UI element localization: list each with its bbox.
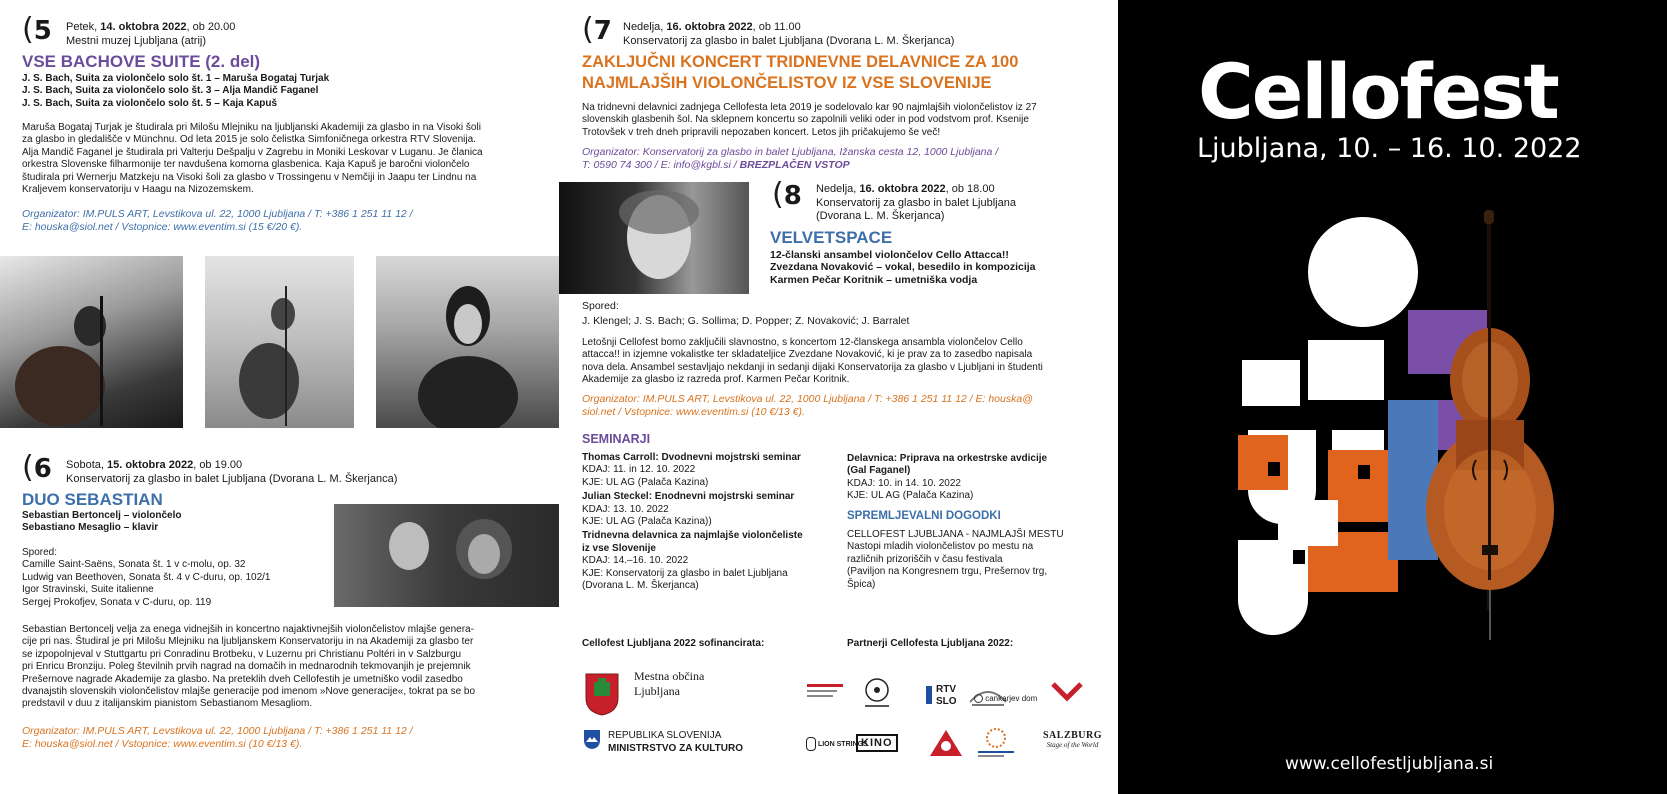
- event-6-title: DUO SEBASTIAN: [22, 490, 163, 509]
- cover-url: www.cellofestljubljana.si: [1285, 754, 1494, 774]
- rs-logo: [582, 728, 602, 755]
- event-6-number: (6: [22, 450, 52, 485]
- event-8-description: Letošnji Cellofest bomo zaključili slavnostno, s koncertom 12-članskega ansambla violončelov Cello attacca!! in izjemne vokalistke ter skladateljice Zvezdane Novaković, ki je prav za to zasedbo napisala nova dela. Ansambel sestavljajo nekdanji in sedanji dijaki Konservatorija za glasbo v Ljubljani in študenti Akademije za glasbo iz razreda prof. Karmen Pečar Koritnik.: [582, 337, 1043, 386]
- photo-zvezdana: [559, 182, 749, 294]
- cover-subtitle: Ljubljana, 10. – 16. 10. 2022: [1197, 133, 1582, 164]
- partner-logo-rtv: RTV SLO: [926, 684, 957, 708]
- rtv-icon: [926, 686, 932, 704]
- spremljevalni-heading: SPREMLJEVALNI DOGODKI: [847, 510, 1001, 522]
- event-7-title: ZAKLJUČNI KONCERT TRIDNEVNE DELAVNICE ZA 100 NAJMLAJŠIH VIOLONČELISTOV IZ VSE SLOVENIJE: [582, 53, 1019, 92]
- slovenia-crest-icon: [582, 728, 602, 750]
- seminarji-list: Thomas Carroll: Dvodnevni mojstrski seminar KDAJ: 11. in 12. 10. 2022 KJE: UL AG (Palača Kazina) Julian Steckel: Enodnevni mojstrski seminar KDAJ: 13. 10. 2022 KJE: UL AG (Palača Kazina)) Tridnevna delavnica za najmlajše violončeliste iz vse Slovenije KDAJ: 14.–16. 10. 2022 KJE: Konservatorij za glasbo in balet Ljubljana (Dvorana L. M. Škerjanca): [582, 452, 803, 592]
- partner-logo-salzburg: SALZBURG Stage of the World: [1043, 730, 1103, 749]
- event-5-venue: Mestni muzej Ljubljana (atrij): [66, 35, 206, 47]
- event-7-description: Na tridnevni delavnici zadnjega Cellofesta leta 2019 je sodelovalo kar 90 najmlajših violončelistov iz 27 slovenskih glasbenih šol. Na sklepnem koncertu so zapolnili veliki oder in pod vodstvom prof. Ksenije Trotovšek v treh dneh pripravili nepozaben koncert. Letos jih pričakujemo še več!: [582, 102, 1037, 138]
- event-7-organizer: Organizator: Konservatorij za glasbo in balet Ljubljana, Ižanska cesta 12, 1000 Ljubljana / T: 0590 74 300 / E: info@kgbl.si / BREZPLAČEN VSTOP: [582, 146, 999, 171]
- rs-name: REPUBLIKA SLOVENIJA MINISTRSTVO ZA KULTURO: [608, 730, 743, 754]
- event-6-program: Spored: Camille Saint-Saëns, Sonata št. 1 v c-molu, op. 32 Ludwig van Beethoven, Sonata št. 4 v C-duru, op. 102/1 Igor Stravinski, Suite italienne Sergej Prokofjev, Sonata v C-duru, op. 119: [22, 547, 271, 608]
- event-8-venue: Konservatorij za glasbo in balet Ljubljana (Dvorana L. M. Škerjanca): [816, 197, 1016, 222]
- event-6-venue: Konservatorij za glasbo in balet Ljubljana (Dvorana L. M. Škerjanca): [66, 473, 398, 485]
- partners-label: Partnerji Cellofesta Ljubljana 2022:: [847, 638, 1014, 649]
- event-5-title: VSE BACHOVE SUITE (2. del): [22, 52, 261, 71]
- event-5-program: J. S. Bach, Suita za violončelo solo št. 1 – Maruša Bogataj Turjak J. S. Bach, Suita za violončelo solo št. 3 – Alja Mandič Faganel J. S. Bach, Suita za violončelo solo št. 5 – Kaja Kapuš: [22, 73, 330, 109]
- seminarji-heading: SEMINARJI: [582, 432, 651, 446]
- partner-logo-akademija: [926, 726, 966, 765]
- event-5-number: (5: [22, 12, 52, 47]
- event-5-organizer: Organizator: IM.PULS ART, Levstikova ul. 22, 1000 Ljubljana / T: +386 1 251 11 12 / E: houska@siol.net / Vstopnice: www.eventim.si (15 €/20 €).: [22, 208, 413, 233]
- lion-icon: [806, 737, 816, 751]
- event-5-description: Maruša Bogataj Turjak je študirala pri Milošu Mlejniku na ljubljanski Akademiji za glasbo in na Visoki šoli za glasbo in gledališče v Münchnu. Od leta 2015 je solo čelistka Simfoničnega orkestra RTV Slovenija. Alja Mandič Faganel je študirala pri Valterju Dešpalju v Zagrebu in Moniki Leskovar v Luganu. Je članica orkestra Slovenske filharmonije ter navdušena komorna glasbenica. Kaja Kapuš je baročni violončelo študirala pri Wernerju Matzkeju na Visoki šoli za glasbo v Trossingenu v Nemčiji in Jaapu ter Lindnu na Kraljevem konservatoriju v Haagu na Nizozemskem.: [22, 122, 483, 196]
- mol-name: Mestna občina Ljubljana: [634, 669, 705, 698]
- photo-maruska-cellist: [0, 256, 183, 428]
- spremljevalni-list: CELLOFEST LJUBLJANA - NAJMLAJŠI MESTU Nastopi mladih violončelistov po mestu na različnih prizoriščih v času festivala (Paviljon na Kongresnem trgu, Prešernov trg, Špica): [847, 529, 1064, 590]
- cofinance-label: Cellofest Ljubljana 2022 sofinancirata:: [582, 638, 765, 649]
- event-7-number: (7: [582, 12, 612, 47]
- event-7-datetime: Nedelja, 16. oktobra 2022, ob 11.00: [623, 21, 801, 33]
- photo-alja-cellist: [205, 256, 354, 428]
- partner-logo-simfonicni: [974, 726, 1018, 765]
- partner-logo-lion: LION STRINGS: [806, 737, 868, 751]
- event-6-performers: Sebastian Bertoncelj – violončelo Sebastiano Mesaglio – klavir: [22, 510, 182, 534]
- event-6-organizer: Organizator: IM.PULS ART, Levstikova ul. 22, 1000 Ljubljana / T: +386 1 251 11 12 / E: houska@siol.net / Vstopnice: www.eventim.si (10 €/13 €).: [22, 725, 413, 750]
- photo-kaja-cellist: [376, 256, 559, 428]
- partner-logo-circle: [862, 676, 892, 715]
- delavnica-block: Delavnica: Priprava na orkestrske avdicije (Gal Faganel) KDAJ: 10. in 14. 10. 2022 KJE: UL AG (Palača Kazina): [847, 453, 1048, 502]
- photo-duo-sebastian: [334, 504, 559, 607]
- event-8-title: VELVETSPACE: [770, 228, 893, 247]
- event-8-performers: 12-članski ansambel violončelov Cello Attacca!! Zvezdana Novaković – vokal, besedilo in kompozicija Karmen Pečar Koritnik – umetniška vodja: [770, 249, 1036, 286]
- partner-logo-cankarjev: cankarjev dom: [974, 694, 1037, 703]
- event-6-description: Sebastian Bertoncelj velja za enega vidnejših in koncertno najaktivnejših violončelistov mlajše genera- cije pri nas. Študiral je pri Milošu Mlejniku na ljubljanskem Konservatoriju in na Akademiji za glasbo ter se izpopolnjeval v Stuttgartu pri Conradinu Brotbeku, v Luzernu pri Christianu Poltéri in v Salzburgu pri Enricu Bronziju. Poleg številnih prvih nagrad na domačih in mednarodnih tekmovanjih je prejemnik Prešernove nagrade Akademije za glasbo. Na preteklih dveh Cellofestih je umetniško vodil zasedbo dvanajstih slovenskih violončelistov mlajše generacije pod imenom »Nove generacije«, tokrat pa se bo predstavil v duu z italijanskim pianistom Sebastianom Mesagliom.: [22, 624, 476, 710]
- event-8-program: Spored: J. Klengel; J. S. Bach; G. Sollima; D. Popper; Z. Novaković; J. Barralet: [582, 300, 910, 327]
- event-6-datetime: Sobota, 15. oktobra 2022, ob 19.00: [66, 459, 243, 471]
- partner-logo-university: [805, 674, 845, 710]
- cover-panel: [1118, 0, 1667, 794]
- partner-logo-red: [1050, 680, 1084, 713]
- cover-graphic: [1238, 210, 1558, 650]
- mol-crest-icon: [582, 670, 622, 716]
- mol-logo: [582, 670, 622, 716]
- cankarjev-icon: [974, 694, 983, 703]
- cellofest-logo: Cellofest: [1198, 47, 1558, 136]
- partner-logo-kino: KINO: [856, 734, 898, 752]
- event-8-organizer: Organizator: IM.PULS ART, Levstikova ul. 22, 1000 Ljubljana / T: +386 1 251 11 12 / E: houska@ siol.net / Vstopnice: www.eventim.si (10 €/13 €).: [582, 393, 1033, 418]
- event-7-venue: Konservatorij za glasbo in balet Ljubljana (Dvorana L. M. Škerjanca): [623, 35, 955, 47]
- event-8-number: (8: [772, 177, 802, 212]
- event-8-datetime: Nedelja, 16. oktobra 2022, ob 18.00: [816, 183, 995, 195]
- event-5-datetime: Petek, 14. oktobra 2022, ob 20.00: [66, 21, 236, 33]
